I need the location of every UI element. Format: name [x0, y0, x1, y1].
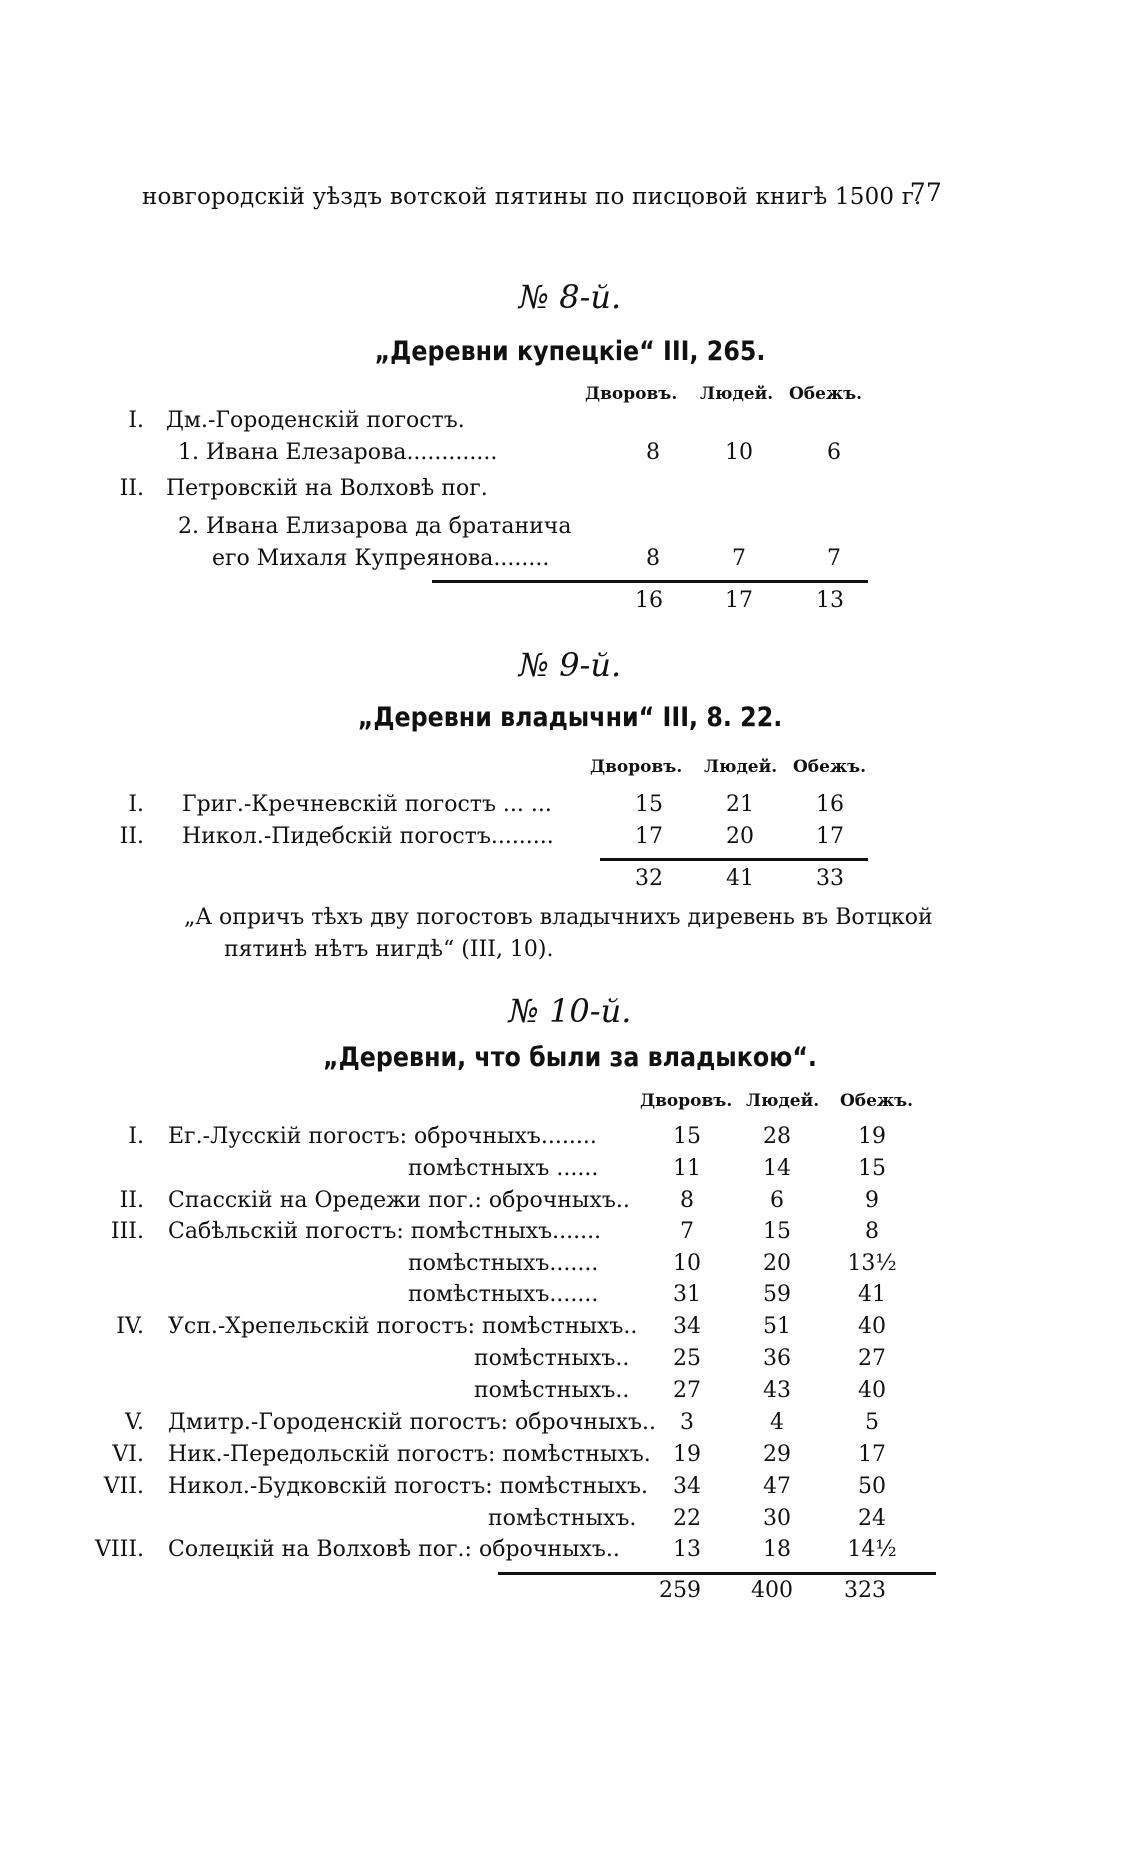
table-row	[0, 1124, 1140, 1154]
cell-obezh: 13½	[847, 1251, 897, 1276]
total-obezh: 323	[844, 1578, 886, 1603]
table-row	[0, 1314, 1140, 1344]
row-label: помѣстныхъ..	[474, 1346, 630, 1371]
cell-lyudey: 20	[763, 1251, 791, 1276]
header-dvorov: Дворовъ.	[640, 1091, 733, 1111]
totals-row	[0, 866, 1140, 896]
cell-obezh: 40	[858, 1378, 886, 1403]
cell-obezh: 40	[858, 1314, 886, 1339]
cell-dvorov: 31	[673, 1282, 701, 1307]
cell-dvorov: 8	[680, 1188, 694, 1213]
row-roman: I.	[128, 1124, 144, 1149]
table-row	[0, 792, 1140, 822]
cell-lyudey: 30	[763, 1506, 791, 1531]
cell-obezh: 6	[827, 440, 841, 465]
row-label: Никол.-Будковскій погостъ: помѣстныхъ.	[168, 1474, 648, 1499]
section-9-title: „Деревни владычни“ III, 8. 22.	[357, 702, 783, 733]
header-dvorov: Дворовъ.	[590, 757, 683, 777]
table-row	[0, 408, 1140, 438]
row-label: Петровскій на Волховѣ пог.	[166, 476, 488, 501]
cell-dvorov: 15	[635, 792, 663, 817]
total-dvorov: 259	[659, 1578, 701, 1603]
note-line-2: пятинѣ нѣтъ нигдѣ“ (III, 10).	[224, 937, 554, 962]
row-roman: VIII.	[95, 1537, 144, 1562]
section-9-number: № 9-й.	[518, 646, 622, 684]
row-label: помѣстныхъ.......	[408, 1251, 599, 1276]
table-row	[0, 1378, 1140, 1408]
section-9-note	[184, 902, 933, 966]
table-row	[0, 1219, 1140, 1249]
cell-lyudey: 15	[763, 1219, 791, 1244]
cell-lyudey: 21	[726, 792, 754, 817]
cell-dvorov: 8	[646, 440, 660, 465]
row-label: Спасскій на Оредежи пог.: оброчныхъ..	[168, 1188, 630, 1213]
row-label: Солецкій на Волховѣ пог.: оброчныхъ..	[168, 1537, 620, 1562]
cell-dvorov: 34	[673, 1314, 701, 1339]
total-lyudey: 17	[725, 588, 753, 613]
cell-obezh: 5	[865, 1410, 879, 1435]
cell-obezh: 50	[858, 1474, 886, 1499]
section-10-title: „Деревни, что были за владыкою“.	[323, 1042, 817, 1073]
cell-lyudey: 20	[726, 824, 754, 849]
table-row	[0, 476, 1140, 506]
cell-lyudey: 59	[763, 1282, 791, 1307]
table-row	[0, 1282, 1140, 1312]
cell-lyudey: 28	[763, 1124, 791, 1149]
cell-lyudey: 47	[763, 1474, 791, 1499]
table-row	[0, 1156, 1140, 1186]
cell-lyudey: 14	[763, 1156, 791, 1181]
section-8-title: „Деревни купецкіе“ III, 265.	[374, 336, 766, 367]
cell-lyudey: 7	[732, 546, 746, 571]
row-roman: I.	[128, 408, 144, 433]
running-head	[142, 178, 942, 210]
cell-dvorov: 22	[673, 1506, 701, 1531]
table-row	[0, 1442, 1140, 1472]
sum-rule	[600, 858, 868, 861]
cell-lyudey: 51	[763, 1314, 791, 1339]
header-lyudey: Людей.	[746, 1091, 820, 1111]
table-row	[0, 824, 1140, 854]
cell-dvorov: 27	[673, 1378, 701, 1403]
cell-dvorov: 7	[680, 1219, 694, 1244]
cell-dvorov: 19	[673, 1442, 701, 1467]
header-obezh: Обежъ.	[793, 757, 867, 777]
cell-lyudey: 29	[763, 1442, 791, 1467]
total-lyudey: 400	[751, 1578, 793, 1603]
cell-dvorov: 25	[673, 1346, 701, 1371]
total-lyudey: 41	[726, 866, 754, 891]
row-label: Григ.-Кречневскій погостъ ... ...	[182, 792, 552, 817]
row-label: Дмитр.-Городенскій погостъ: оброчныхъ..	[168, 1410, 656, 1435]
cell-dvorov: 13	[673, 1537, 701, 1562]
cell-dvorov: 34	[673, 1474, 701, 1499]
table-row	[0, 546, 1140, 576]
cell-obezh: 19	[858, 1124, 886, 1149]
row-roman: II.	[119, 824, 144, 849]
row-roman: II.	[119, 1188, 144, 1213]
row-label: Сабѣльскій погостъ: помѣстныхъ.......	[168, 1219, 602, 1244]
row-label: помѣстныхъ.	[488, 1506, 637, 1531]
table-row	[0, 1410, 1140, 1440]
cell-lyudey: 18	[763, 1537, 791, 1562]
table-row	[0, 1188, 1140, 1218]
row-label: помѣстныхъ..	[474, 1378, 630, 1403]
cell-obezh: 14½	[847, 1537, 897, 1562]
cell-lyudey: 4	[770, 1410, 784, 1435]
cell-obezh: 41	[858, 1282, 886, 1307]
totals-row	[0, 1578, 1140, 1608]
header-dvorov: Дворовъ.	[585, 384, 678, 404]
cell-obezh: 15	[858, 1156, 886, 1181]
row-roman: V.	[124, 1410, 144, 1435]
cell-obezh: 7	[827, 546, 841, 571]
row-roman: III.	[110, 1219, 144, 1244]
row-label: помѣстныхъ ......	[408, 1156, 599, 1181]
row-roman: II.	[119, 476, 144, 501]
page-number: 77	[909, 178, 942, 207]
table-row	[0, 1537, 1140, 1567]
row-label: Усп.-Хрепельскій погостъ: помѣстныхъ..	[168, 1314, 638, 1339]
row-label: Никол.-Пидебскій погостъ.........	[182, 824, 554, 849]
cell-obezh: 8	[865, 1219, 879, 1244]
row-label: 2. Ивана Елизарова да братанича	[178, 514, 572, 539]
cell-dvorov: 17	[635, 824, 663, 849]
table-row	[0, 514, 1140, 544]
table-row	[0, 1506, 1140, 1536]
table-row	[0, 1474, 1140, 1504]
cell-obezh: 24	[858, 1506, 886, 1531]
row-label: его Михаля Купреянова........	[212, 546, 550, 571]
total-obezh: 33	[816, 866, 844, 891]
cell-lyudey: 36	[763, 1346, 791, 1371]
table-row	[0, 1251, 1140, 1281]
row-roman: IV.	[116, 1314, 144, 1339]
header-lyudey: Людей.	[700, 384, 774, 404]
cell-obezh: 27	[858, 1346, 886, 1371]
header-obezh: Обежъ.	[789, 384, 863, 404]
sum-rule	[498, 1572, 936, 1575]
header-obezh: Обежъ.	[840, 1091, 914, 1111]
row-label: Ник.-Передольскій погостъ: помѣстныхъ.	[168, 1442, 651, 1467]
running-head-title: новгородскій уѣздъ вотской пятины по писцовой книгѣ 1500 г.	[142, 184, 922, 210]
cell-obezh: 16	[816, 792, 844, 817]
cell-dvorov: 8	[646, 546, 660, 571]
note-line-1: „А опричъ тѣхъ дву погостовъ владычнихъ диревень въ Вотцкой	[184, 905, 933, 930]
cell-dvorov: 3	[680, 1410, 694, 1435]
cell-lyudey: 10	[725, 440, 753, 465]
cell-obezh: 9	[865, 1188, 879, 1213]
cell-lyudey: 6	[770, 1188, 784, 1213]
section-10-number: № 10-й.	[508, 992, 632, 1030]
cell-dvorov: 11	[673, 1156, 701, 1181]
cell-lyudey: 43	[763, 1378, 791, 1403]
row-label: Дм.-Городенскій погостъ.	[166, 408, 465, 433]
cell-dvorov: 10	[673, 1251, 701, 1276]
cell-obezh: 17	[858, 1442, 886, 1467]
cell-dvorov: 15	[673, 1124, 701, 1149]
total-dvorov: 16	[635, 588, 663, 613]
row-roman: I.	[128, 792, 144, 817]
row-label: Ег.-Лусскій погостъ: оброчныхъ........	[168, 1124, 597, 1149]
row-label: 1. Ивана Елезарова.............	[178, 440, 498, 465]
totals-row	[0, 588, 1140, 618]
row-roman: VII.	[103, 1474, 144, 1499]
header-lyudey: Людей.	[704, 757, 778, 777]
sum-rule	[432, 580, 868, 583]
row-roman: VI.	[112, 1442, 144, 1467]
cell-obezh: 17	[816, 824, 844, 849]
row-label: помѣстныхъ.......	[408, 1282, 599, 1307]
table-row	[0, 440, 1140, 470]
table-row	[0, 1346, 1140, 1376]
total-dvorov: 32	[635, 866, 663, 891]
total-obezh: 13	[816, 588, 844, 613]
section-8-number: № 8-й.	[518, 278, 622, 316]
